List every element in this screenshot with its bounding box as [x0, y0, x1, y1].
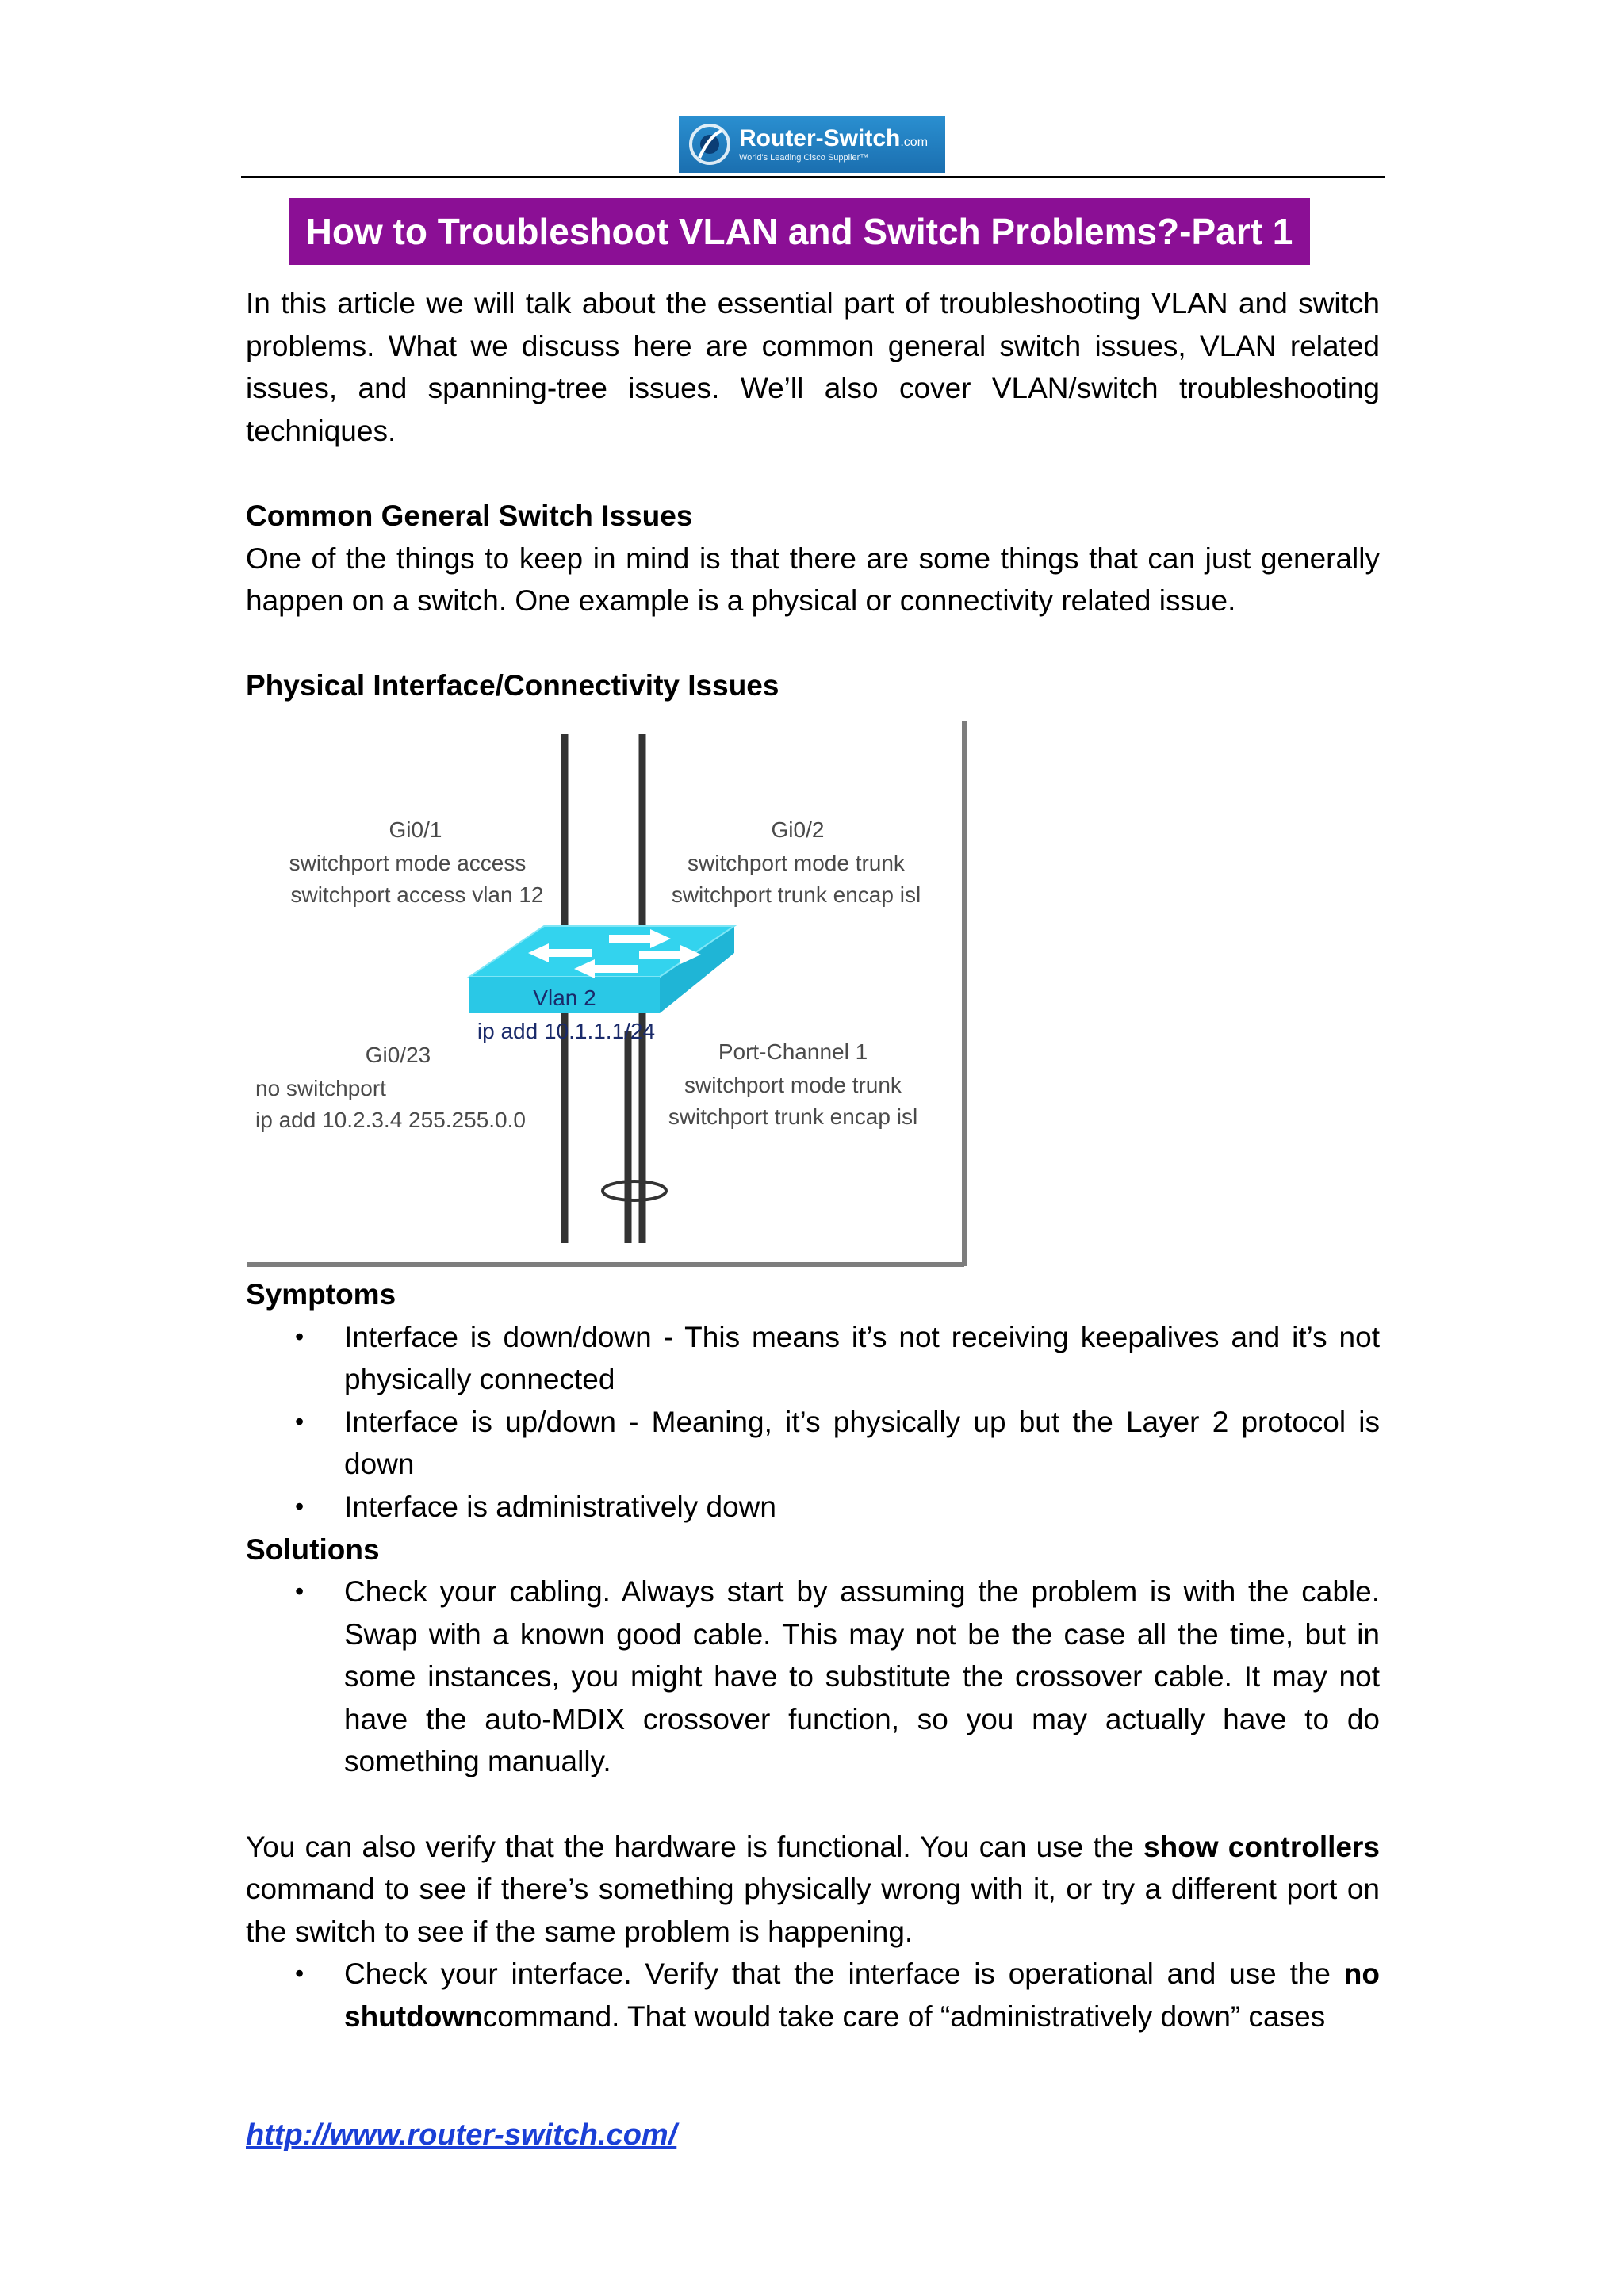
- switch-interface-diagram: [246, 714, 971, 1273]
- switch-ip-label: ip add 10.1.1.1/24: [477, 1018, 656, 1043]
- gi023-mode: no switchport: [255, 1075, 386, 1100]
- command-show-controllers: show controllers: [1143, 1830, 1380, 1863]
- list-item: • Interface is administratively down: [246, 1486, 1380, 1529]
- po1-label: Port-Channel 1: [718, 1039, 868, 1064]
- site-logo: [679, 116, 945, 173]
- gi01-mode: switchport mode access: [289, 850, 527, 875]
- symptoms-heading: Symptoms: [246, 1277, 396, 1311]
- list-item: • Interface is down/down - This means it’s not receiving keepalives and it’s not physically connected: [246, 1316, 1380, 1401]
- header-divider: [241, 176, 1385, 178]
- interface-list: [246, 1953, 1380, 2038]
- list-item: • Check your interface. Verify that the interface is operational and use the no shutdowncommand. That would take care of “administratively down” cases: [246, 1953, 1380, 2038]
- bullet-icon: •: [295, 1491, 304, 1521]
- command-no-shutdown: no shutdown: [344, 1957, 1380, 2034]
- switch-vlan-label: Vlan 2: [533, 985, 596, 1010]
- intro-paragraph: In this article we will talk about the essential part of troubleshooting VLAN and switch problems. What we discuss here are common general switch issues, VLAN related issues, and spanning-tree issues. We’ll also cover VLAN/switch troubleshooting techniques.: [246, 287, 1380, 447]
- hardware-paragraph: You can also verify that the hardware is functional. You can use the show controllers command to see if there’s something physically wrong with it, or try a different port on the switch to see if the same problem is happening.: [246, 1830, 1380, 1948]
- gi02-encap: switchport trunk encap isl: [671, 882, 921, 907]
- logo-tagline: World's Leading Cisco Supplier™: [739, 152, 869, 163]
- bullet-icon: •: [295, 1959, 304, 1988]
- gi01-label: Gi0/1: [389, 817, 442, 842]
- gi023-label: Gi0/23: [365, 1042, 431, 1067]
- logo-name: Router-Switch.com: [739, 124, 929, 151]
- footer-website-link[interactable]: http://www.router-switch.com/: [246, 2118, 677, 2152]
- list-item: • Check your cabling. Always start by assuming the problem is with the cable. Swap with a known good cable. This may not be the case all the time, but in some instances, you might have to substitute the crossover cable. It may not have the auto-MDIX crossover function, so you may actually have to do something manually.: [246, 1571, 1380, 1783]
- section-heading-physical-issues: Physical Interface/Connectivity Issues: [246, 669, 779, 702]
- solutions-list: [246, 1571, 1380, 1783]
- page-title: How to Troubleshoot VLAN and Switch Problems?-Part 1: [289, 198, 1310, 265]
- gi01-vlan: switchport access vlan 12: [290, 882, 544, 907]
- gi02-mode: switchport mode trunk: [688, 850, 905, 875]
- solutions-heading: Solutions: [246, 1533, 380, 1566]
- po1-encap: switchport trunk encap isl: [668, 1104, 918, 1129]
- bullet-icon: •: [295, 1322, 304, 1351]
- router-switch-logo-icon: [688, 120, 731, 169]
- bullet-icon: •: [295, 1577, 304, 1606]
- gi023-ip: ip add 10.2.3.4 255.255.0.0: [255, 1107, 526, 1132]
- symptoms-list: [246, 1316, 1380, 1529]
- article-body: [246, 282, 1380, 2038]
- gi02-label: Gi0/2: [771, 817, 825, 842]
- bullet-icon: •: [295, 1406, 304, 1436]
- common-issues-paragraph: One of the things to keep in mind is that there are some things that can just generally happen on a switch. One example is a physical or connectivity related issue.: [246, 541, 1380, 618]
- section-heading-common-issues: Common General Switch Issues: [246, 499, 693, 532]
- po1-mode: switchport mode trunk: [684, 1072, 902, 1097]
- list-item: • Interface is up/down - Meaning, it’s physically up but the Layer 2 protocol is down: [246, 1401, 1380, 1486]
